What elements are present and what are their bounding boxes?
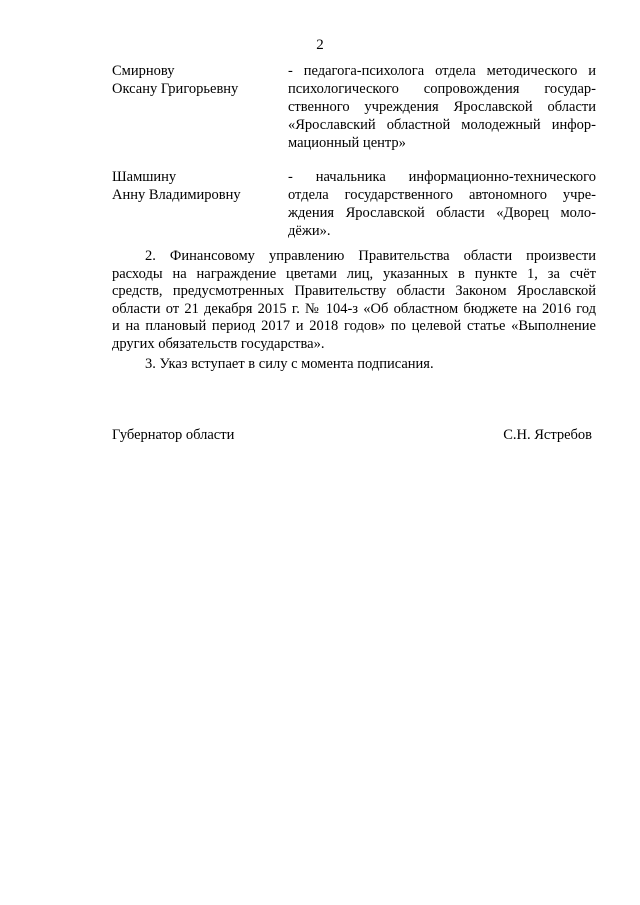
position-line: ственного учреждения Ярославской области	[288, 99, 596, 115]
position-line: - начальника информационно-технического	[288, 169, 596, 185]
paragraph-line: области от 21 декабря 2015 г. № 104-з «Об областном бюджете на 2016 год	[112, 300, 596, 317]
paragraph-line: 3. Указ вступает в силу с момента подписания.	[145, 356, 434, 372]
signatory-name: С.Н. Ястребов	[503, 427, 592, 443]
paragraph-financing	[112, 248, 596, 354]
paragraph-line: средств, предусмотренных Правительству области Законом Ярославской	[112, 283, 596, 300]
award-entry	[112, 62, 596, 152]
position-line: отдела государственного автономного учре-	[288, 187, 596, 203]
position-line: «Ярославский областной молодежный инфор-	[288, 117, 596, 133]
name-line: Шамшину	[112, 169, 177, 185]
name-line: Анну Владимировну	[112, 187, 241, 203]
paragraph-effective-date	[112, 356, 596, 374]
position-line: - педагога-психолога отдела методического и	[288, 63, 596, 79]
recipient-name	[112, 168, 282, 204]
paragraph-line: и на плановый период 2017 и 2018 годов» по целевой статье «Выполнение	[112, 318, 596, 335]
paragraph-line: других обязательств государства».	[112, 335, 325, 352]
paragraph-line: расходы на награждение цветами лиц, указанных в пункте 1, за счёт	[112, 265, 596, 282]
position-line: психологического сопровождения государ-	[288, 81, 596, 97]
name-line: Смирнову	[112, 63, 175, 79]
position-line: мационный центр»	[288, 135, 406, 151]
recipient-position	[288, 168, 596, 240]
recipient-name	[112, 62, 282, 98]
award-entry	[112, 168, 596, 240]
recipient-position	[288, 62, 596, 152]
position-line: дёжи».	[288, 223, 331, 239]
position-line: ждения Ярославской области «Дворец моло-	[288, 205, 596, 221]
signatory-title: Губернатор области	[112, 427, 235, 443]
paragraph-line: 2. Финансовому управлению Правительства области произвести	[145, 248, 596, 264]
page-number: 2	[316, 37, 324, 53]
name-line: Оксану Григорьевну	[112, 81, 239, 97]
